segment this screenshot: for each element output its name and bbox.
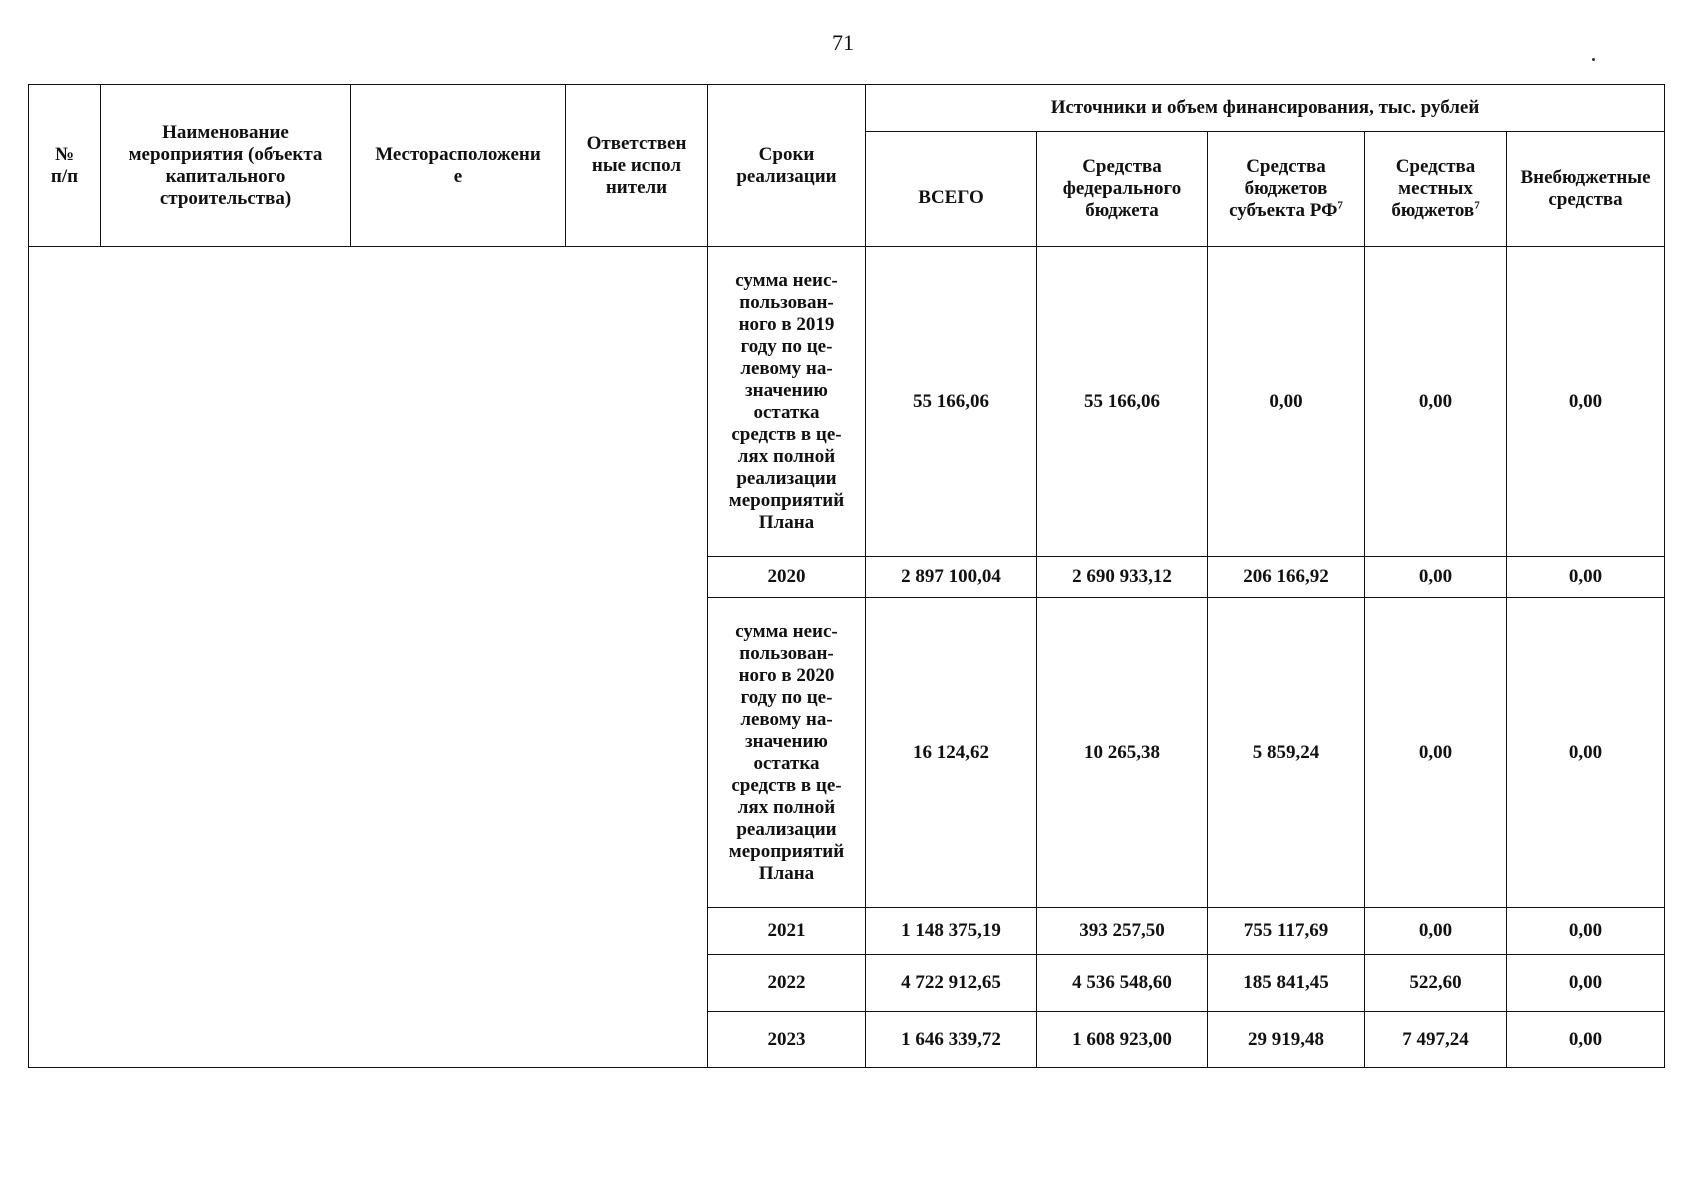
subject-cell: 29 919,48 xyxy=(1208,1012,1365,1068)
local-cell: 0,00 xyxy=(1365,908,1507,955)
extra-cell: 0,00 xyxy=(1507,247,1665,557)
table-body xyxy=(29,247,1665,1068)
subject-cell: 0,00 xyxy=(1208,247,1365,557)
total-cell: 4 722 912,65 xyxy=(866,955,1037,1012)
term-cell: сумма неис- пользован- ного в 2020 году по це- левому на- значению остатка средств в це- лях полной реализации мероприятий Плана xyxy=(708,598,866,908)
header-financing-group: Источники и объем финансирования, тыс. рублей xyxy=(866,85,1665,132)
local-cell: 0,00 xyxy=(1365,247,1507,557)
federal-cell: 10 265,38 xyxy=(1037,598,1208,908)
federal-cell: 55 166,06 xyxy=(1037,247,1208,557)
federal-cell: 1 608 923,00 xyxy=(1037,1012,1208,1068)
table-row xyxy=(29,247,1665,557)
extra-cell: 0,00 xyxy=(1507,1012,1665,1068)
table-header xyxy=(29,85,1665,247)
federal-cell: 2 690 933,12 xyxy=(1037,557,1208,598)
page-number: 71 xyxy=(832,30,854,55)
term-cell: сумма неис- пользован- ного в 2019 году по це- левому на- значению остатка средств в це- лях полной реализации мероприятий Плана xyxy=(708,247,866,557)
local-cell: 0,00 xyxy=(1365,557,1507,598)
total-cell: 55 166,06 xyxy=(866,247,1037,557)
header-subject: Средства бюджетов субъекта $РФ^7$ xyxy=(1208,132,1365,247)
term-cell: 2021 xyxy=(708,908,866,955)
subject-cell: 185 841,45 xyxy=(1208,955,1365,1012)
header-extra: Внебюджетные средства xyxy=(1507,132,1665,247)
header-total: ВСЕГО xyxy=(866,132,1037,247)
empty-merged-cell xyxy=(29,247,708,1068)
total-cell: 2 897 100,04 xyxy=(866,557,1037,598)
term-cell: 2022 xyxy=(708,955,866,1012)
header-location: Месторасположение xyxy=(351,85,566,247)
extra-cell: 0,00 xyxy=(1507,598,1665,908)
federal-cell: 4 536 548,60 xyxy=(1037,955,1208,1012)
header-executors: Ответственные исполнители xyxy=(566,85,708,247)
total-cell: 1 646 339,72 xyxy=(866,1012,1037,1068)
header-num: № п/п xyxy=(29,85,101,247)
total-cell: 16 124,62 xyxy=(866,598,1037,908)
term-cell: 2023 xyxy=(708,1012,866,1068)
header-terms: Сроки реализации xyxy=(708,85,866,247)
local-cell: 0,00 xyxy=(1365,598,1507,908)
financing-table xyxy=(28,84,1665,1068)
federal-cell: 393 257,50 xyxy=(1037,908,1208,955)
local-cell: 7 497,24 xyxy=(1365,1012,1507,1068)
total-cell: 1 148 375,19 xyxy=(866,908,1037,955)
header-federal: Средства федерального бюджета xyxy=(1037,132,1208,247)
extra-cell: 0,00 xyxy=(1507,908,1665,955)
subject-cell: 206 166,92 xyxy=(1208,557,1365,598)
extra-cell: 0,00 xyxy=(1507,955,1665,1012)
term-cell: 2020 xyxy=(708,557,866,598)
scan-speck xyxy=(1592,58,1595,61)
subject-cell: 5 859,24 xyxy=(1208,598,1365,908)
local-cell: 522,60 xyxy=(1365,955,1507,1012)
header-local: Средства местных бюджетов$^7$ xyxy=(1365,132,1507,247)
extra-cell: 0,00 xyxy=(1507,557,1665,598)
header-name: Наименование мероприятия (объекта капитального строительства) xyxy=(101,85,351,247)
subject-cell: 755 117,69 xyxy=(1208,908,1365,955)
